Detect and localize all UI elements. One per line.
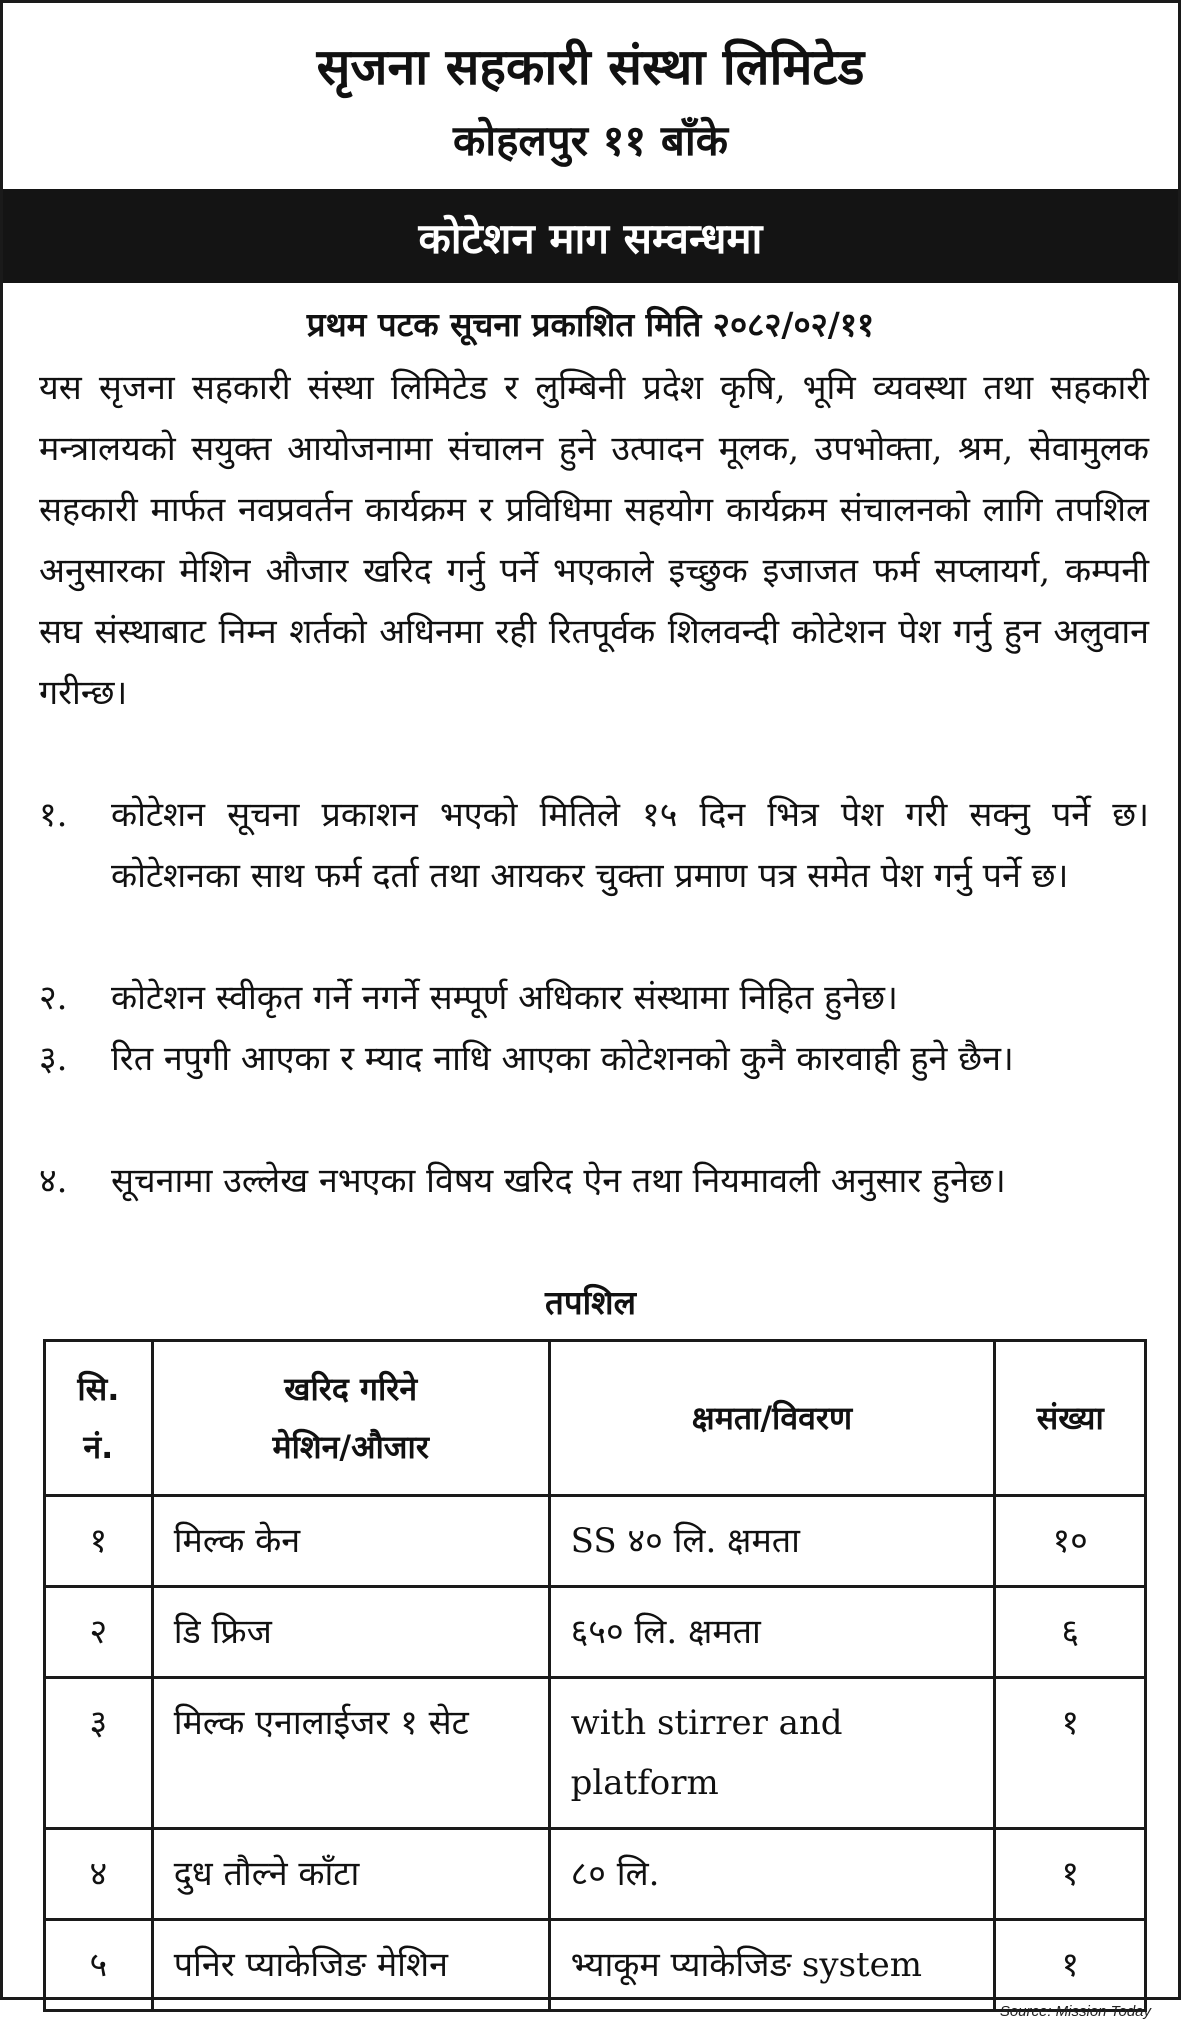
header-serial-line1: सि. — [77, 1370, 120, 1408]
header-item-line2: मेशिन/औजार — [272, 1428, 429, 1466]
cell-serial: ५ — [45, 1920, 153, 2011]
items-table — [43, 1339, 1147, 2012]
condition-text: कोटेशन स्वीकृत गर्ने नगर्ने सम्पूर्ण अधिकार संस्थामा निहित हुनेछ। — [111, 978, 898, 1018]
cell-spec: with stirrer and platform — [549, 1678, 995, 1829]
cell-spec: SS ४० लि. क्षमता — [549, 1496, 995, 1587]
cell-item: पनिर प्याकेजिङ मेशिन — [152, 1920, 549, 2011]
header-specification: क्षमता/विवरण — [549, 1341, 995, 1496]
table-row — [45, 1678, 1146, 1829]
condition-number: ४. — [39, 1161, 68, 1201]
table-header-row — [45, 1341, 1146, 1496]
condition-number: २. — [39, 978, 68, 1018]
cell-serial: ३ — [45, 1678, 153, 1829]
cell-quantity: १ — [995, 1920, 1146, 2011]
condition-number: ३. — [39, 1039, 68, 1079]
table-row — [45, 1920, 1146, 2011]
condition-text: कोटेशन सूचना प्रकाशन भएको मितिले १५ दिन भित्र पेश गरी सक्नु पर्ने छ। कोटेशनका साथ फर्म दर्ता तथा आयकर चुक्ता प्रमाण पत्र समेत पेश गर्नु पर्ने छ। — [111, 795, 1149, 896]
header-item — [152, 1341, 549, 1496]
header-item-line1: खरिद गरिने — [284, 1370, 418, 1408]
cell-item: दुध तौल्ने काँटा — [152, 1829, 549, 1920]
table-title: तपशिल — [545, 1283, 636, 1322]
notice-banner-title: कोटेशन माग सम्वन्धमा — [418, 214, 763, 263]
cell-spec: ६५० लि. क्षमता — [549, 1587, 995, 1678]
condition-number: १. — [39, 795, 68, 835]
cell-serial: ४ — [45, 1829, 153, 1920]
cell-quantity: १ — [995, 1829, 1146, 1920]
cell-quantity: १० — [995, 1496, 1146, 1587]
organization-address: कोहलपुर ११ बाँके — [453, 116, 728, 165]
notice-banner — [3, 189, 1178, 283]
cell-quantity: ६ — [995, 1587, 1146, 1678]
cell-serial: २ — [45, 1587, 153, 1678]
condition-text: रित नपुगी आएका र म्याद नाधि आएका कोटेशनको कुनै कारवाही हुने छैन। — [111, 1039, 1014, 1079]
cell-spec: भ्याकूम प्याकेजिङ system — [549, 1920, 995, 2011]
publication-date: प्रथम पटक सूचना प्रकाशित मिति २०८२/०२/११ — [306, 305, 875, 344]
cell-spec: ८० लि. — [549, 1829, 995, 1920]
organization-name: सृजना सहकारी संस्था लिमिटेड — [316, 38, 865, 96]
header-quantity: संख्या — [995, 1341, 1146, 1496]
condition-item — [39, 785, 1149, 907]
condition-item — [39, 1029, 1149, 1090]
cell-quantity: १ — [995, 1678, 1146, 1829]
header-serial-line2: नं. — [83, 1428, 114, 1466]
cell-item: मिल्क केन — [152, 1496, 549, 1587]
source-credit: Source: Mission Today — [999, 2003, 1151, 2020]
table-row — [45, 1496, 1146, 1587]
table-row — [45, 1829, 1146, 1920]
intro-paragraph: यस सृजना सहकारी संस्था लिमिटेड र लुम्बिनी प्रदेश कृषि, भूमि व्यवस्था तथा सहकारी मन्त्रालयको सयुक्त आयोजनामा संचालन हुने उत्पादन मूलक, उपभोक्ता, श्रम, सेवामुलक सहकारी मार्फत नवप्रवर्तन कार्यक्रम र प्रविधिमा सहयोग कार्यक्रम संचालनको लागि तपशिल अनुसारका मेशिन औजार खरिद गर्नु पर्ने भएकाले इच्छुक इजाजत फर्म सप्लायर्ग, कम्पनी सघ संस्थाबाट निम्न शर्तको अधिनमा रही रितपूर्वक शिलवन्दी कोटेशन पेश गर्नु हुन अलुवान गरीन्छ। — [39, 368, 1149, 713]
condition-item — [39, 968, 1149, 1029]
cell-item: डि फ्रिज — [152, 1587, 549, 1678]
condition-item — [39, 1151, 1149, 1212]
cell-serial: १ — [45, 1496, 153, 1587]
condition-text: सूचनामा उल्लेख नभएका विषय खरिद ऐन तथा नियमावली अनुसार हुनेछ। — [111, 1161, 1006, 1201]
cell-item: मिल्क एनालाईजर १ सेट — [152, 1678, 549, 1829]
header-serial-number — [45, 1341, 153, 1496]
table-row — [45, 1587, 1146, 1678]
